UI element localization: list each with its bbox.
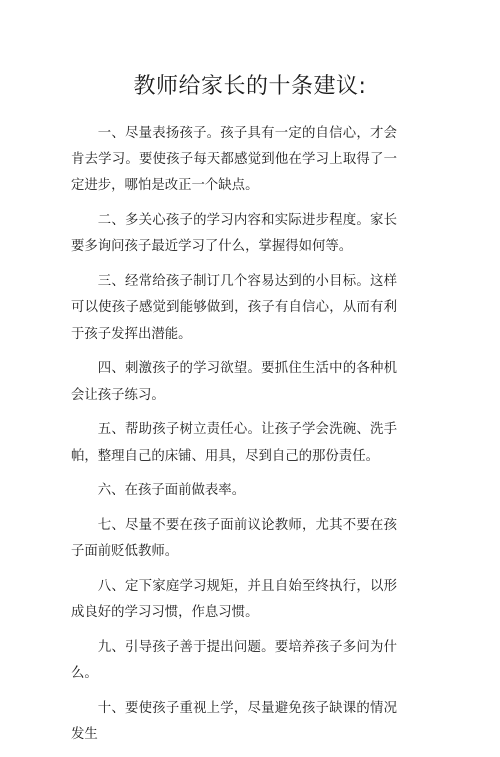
suggestion-1: 一、尽量表扬孩子。孩子具有一定的自信心，才会肯去学习。要使孩子每天都感觉到他在学习上取得了一定进步，哪怕是改正一个缺点。: [71, 126, 397, 194]
suggestion-5: 五、帮助孩子树立责任心。让孩子学会洗碗、洗手帕，整理自己的床铺、用具，尽到自己的那份责任。: [71, 422, 397, 464]
suggestion-2: 二、多关心孩子的学习内容和实际进步程度。家长要多询问孩子最近学习了什么，掌握得如何等。: [71, 213, 397, 255]
suggestion-10: 十、要使孩子重视上学，尽量避免孩子缺课的情况发生: [71, 701, 397, 743]
suggestion-6: 六、在孩子面前做表率。: [97, 483, 246, 499]
suggestion-8: 八、定下家庭学习规矩，并且自始至终执行，以形成良好的学习习惯，作息习惯。: [71, 579, 397, 621]
suggestion-3: 三、经常给孩子制订几个容易达到的小目标。这样可以使孩子感觉到能够做到，孩子有自信心，从而有利于孩子发挥出潜能。: [71, 274, 397, 342]
document-body: [71, 121, 397, 757]
document-title: 教师给家长的十条建议:: [133, 74, 367, 99]
suggestion-9: 九、引导孩子善于提出问题。要培养孩子多问为什么。: [71, 640, 397, 682]
suggestion-7: 七、尽量不要在孩子面前议论教师，尤其不要在孩子面前贬低教师。: [71, 518, 397, 560]
suggestion-4: 四、刺激孩子的学习欲望。要抓住生活中的各种机会让孩子练习。: [71, 361, 397, 403]
